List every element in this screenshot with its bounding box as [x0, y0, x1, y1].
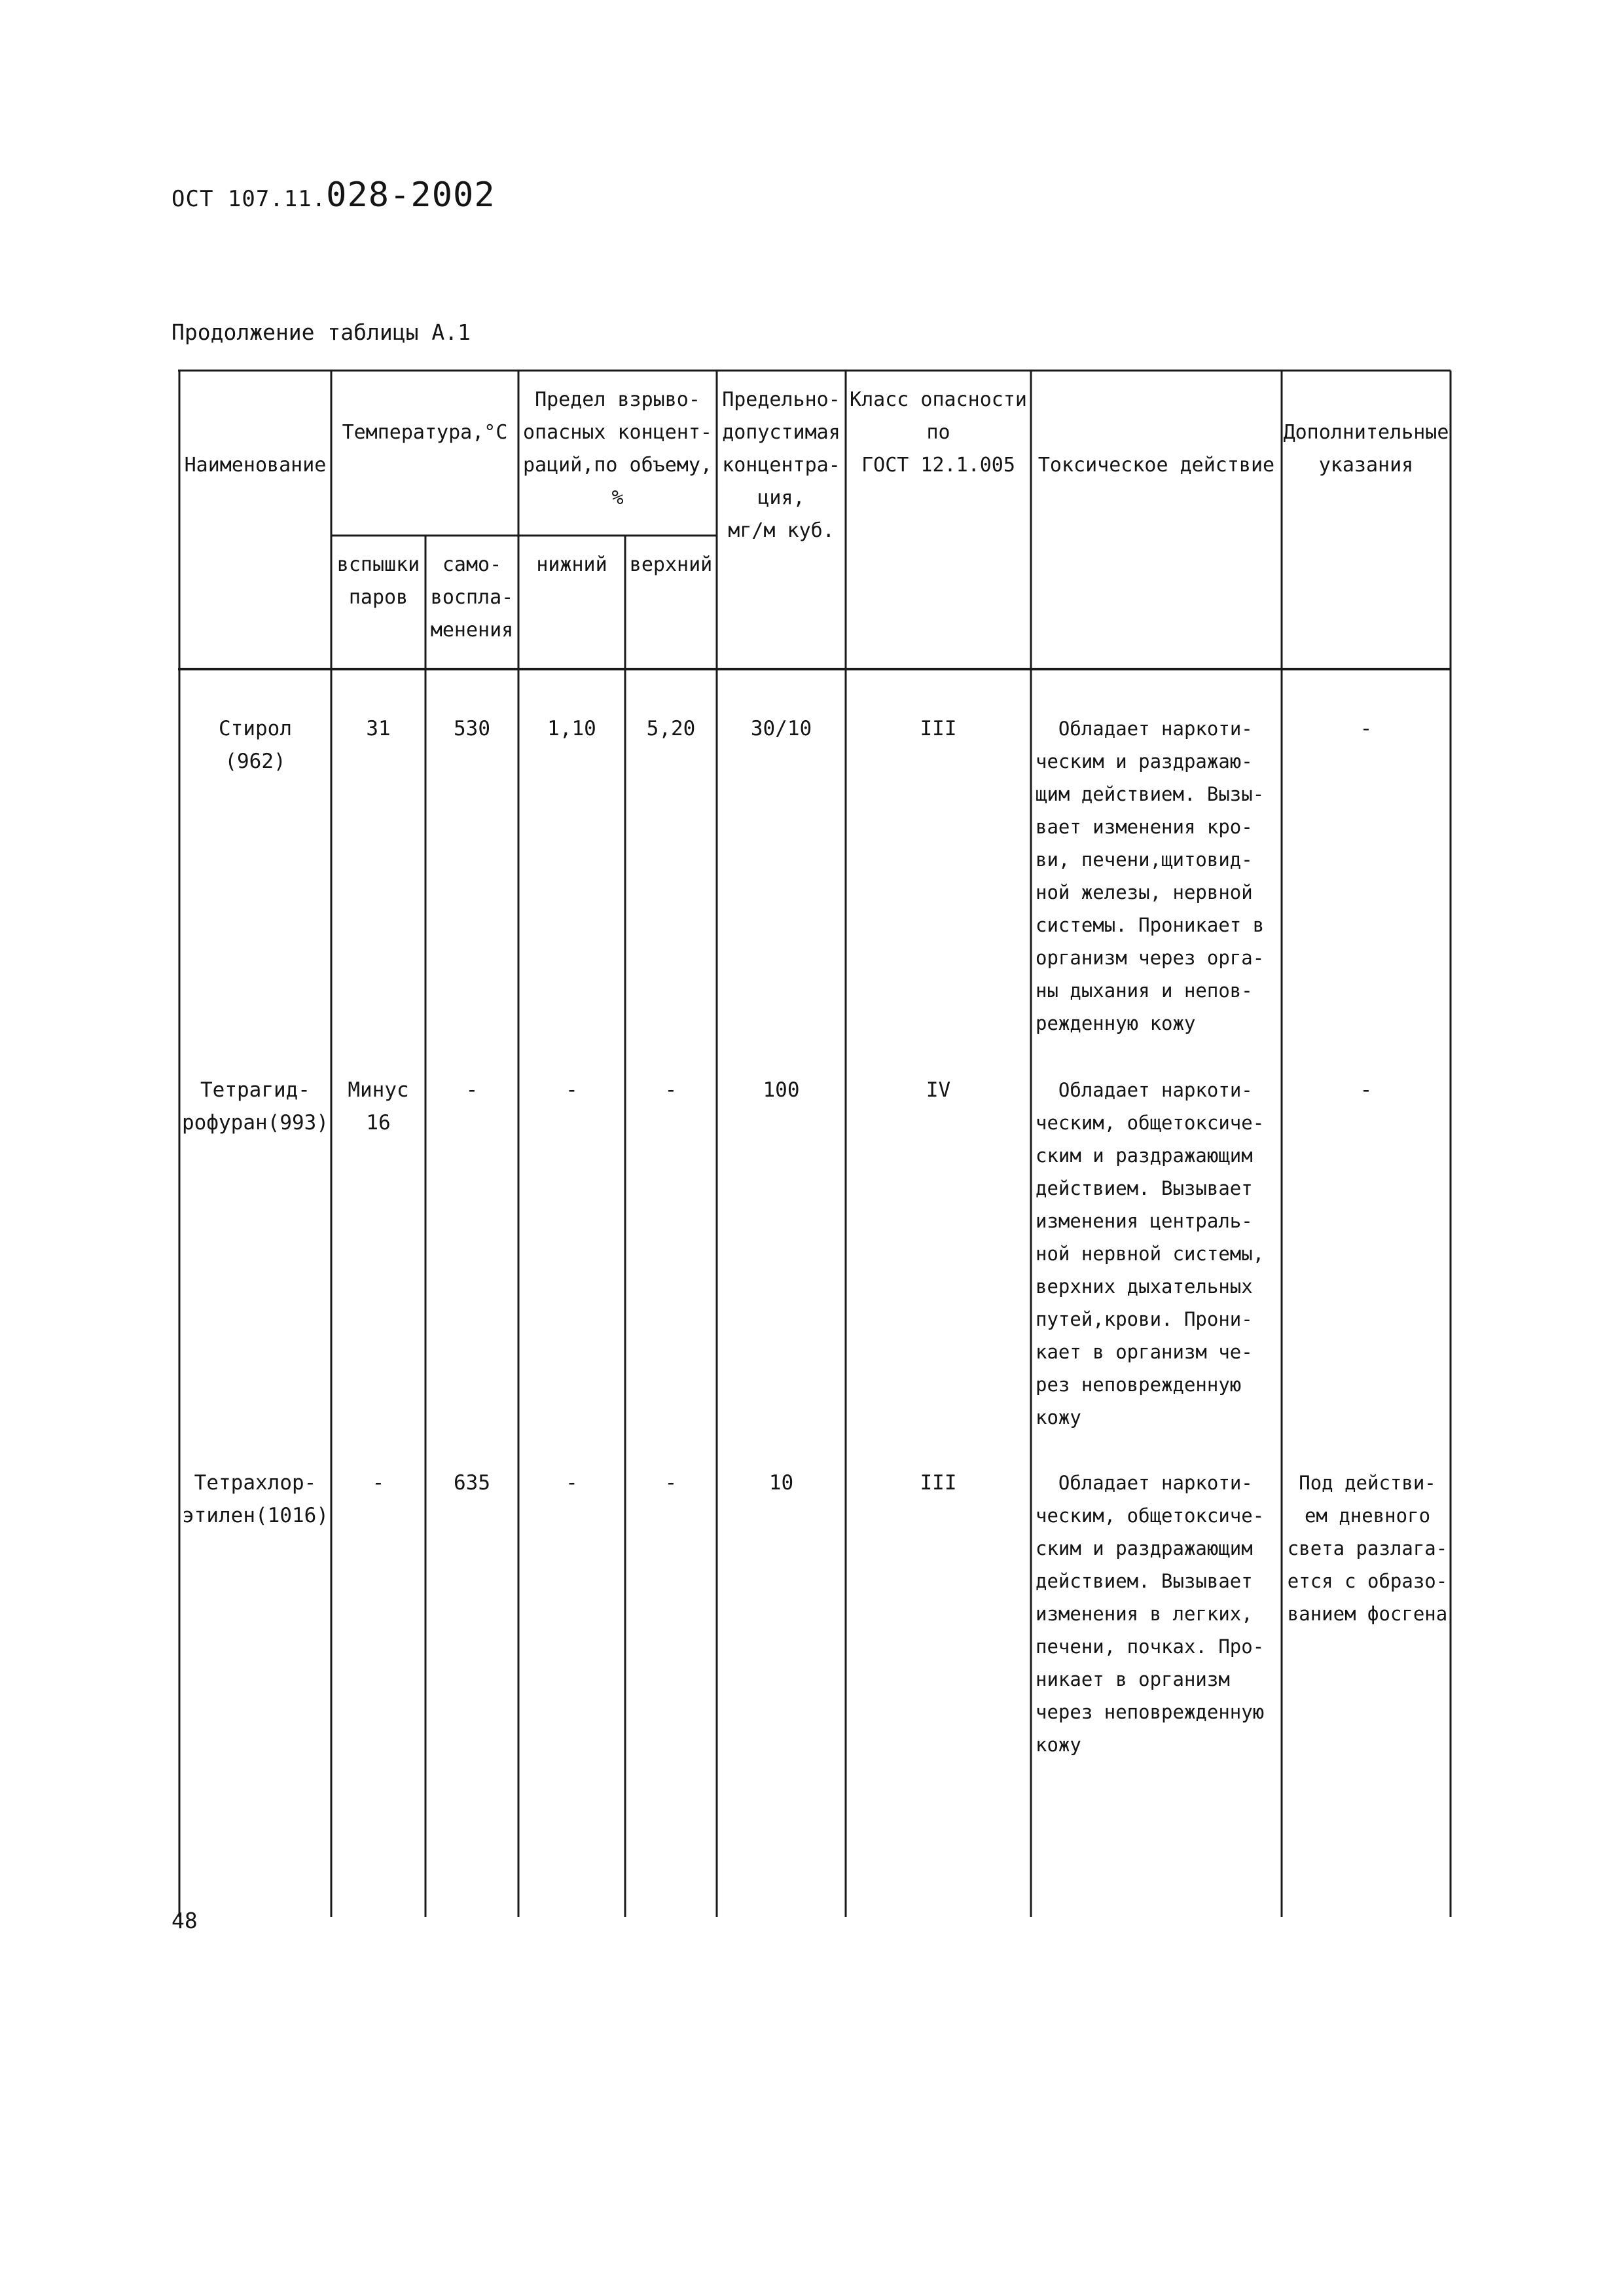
row3-lower: -	[566, 1471, 578, 1495]
row2-notes: -	[1360, 1078, 1373, 1102]
header-name: Наименование	[184, 454, 327, 477]
row3-hazard-class: III	[920, 1471, 957, 1495]
row3-mac: 10	[768, 1471, 794, 1495]
row2-autoignition: -	[465, 1078, 478, 1102]
header-temp-autoignition: само- воспла- менения	[430, 553, 514, 642]
row3-autoignition: 635	[454, 1471, 490, 1495]
header-explosive-lower: нижний	[536, 553, 607, 576]
row1-mac: 30/10	[750, 717, 812, 740]
row1-name: Стирол (962)	[219, 717, 292, 773]
row3-toxic-effect: Обладает наркоти- ческим, общетоксиче- ским и раздражающим действием. Вызывает изменения в легких, печени, почках. Про- никает в организм через неповрежденную кожу	[1036, 1472, 1265, 1756]
row1-autoignition: 530	[454, 717, 490, 740]
table-continuation-label: Продолжение таблицы А.1	[171, 319, 471, 345]
header-additional-notes: Дополнительные указания	[1283, 421, 1449, 477]
header-hazard-class: Класс опасности по ГОСТ 12.1.005	[850, 388, 1027, 477]
header-temp-flash: вспышки паров	[336, 553, 420, 609]
header-explosive-limit: Предел взрыво- опасных концент- раций,по объему, %	[523, 388, 712, 509]
row3-flash: -	[372, 1471, 385, 1495]
row1-notes: -	[1360, 717, 1373, 740]
document-code: ОСТ 107.11.028-2002	[171, 175, 496, 215]
header-toxic-effect: Токсическое действие	[1038, 454, 1275, 477]
row3-upper: -	[664, 1471, 677, 1495]
row1-upper: 5,20	[646, 717, 696, 740]
row2-toxic-effect: Обладает наркоти- ческим, общетоксиче- ским и раздражающим действием. Вызывает изменения централь- ной нервной системы, верхних дыхательных путей,крови. Прони- кает в организм че- рез неповрежденную кожу	[1036, 1079, 1265, 1429]
row2-lower: -	[566, 1078, 578, 1102]
row2-flash: Минус 16	[348, 1078, 409, 1135]
row2-hazard-class: IV	[926, 1078, 951, 1102]
row1-toxic-effect: Обладает наркоти- ческим и раздражаю- щим действием. Вызы- вает изменения кро- ви, печени,щитовид- ной железы, нервной системы. Проникает в организм через орга- ны дыхания и непов- режденную кожу	[1036, 718, 1265, 1034]
header-explosive-upper: верхний	[629, 553, 713, 576]
row3-notes: Под действи- ем дневного света разлага- ется с образо- ванием фосгена	[1287, 1472, 1448, 1625]
row1-hazard-class: III	[920, 717, 957, 740]
header-temperature: Температура,°С	[342, 421, 508, 444]
row1-lower: 1,10	[547, 717, 596, 740]
page-number: 48	[171, 1908, 198, 1933]
header-mac: Предельно- допустимая концентра- ция, мг/м куб.	[722, 388, 840, 542]
row2-name: Тетрагид- рофуран(993)	[182, 1078, 329, 1135]
row2-mac: 100	[763, 1078, 800, 1102]
row2-upper: -	[664, 1078, 677, 1102]
row3-name: Тетрахлор- этилен(1016)	[182, 1471, 329, 1527]
row1-flash: 31	[366, 717, 391, 740]
